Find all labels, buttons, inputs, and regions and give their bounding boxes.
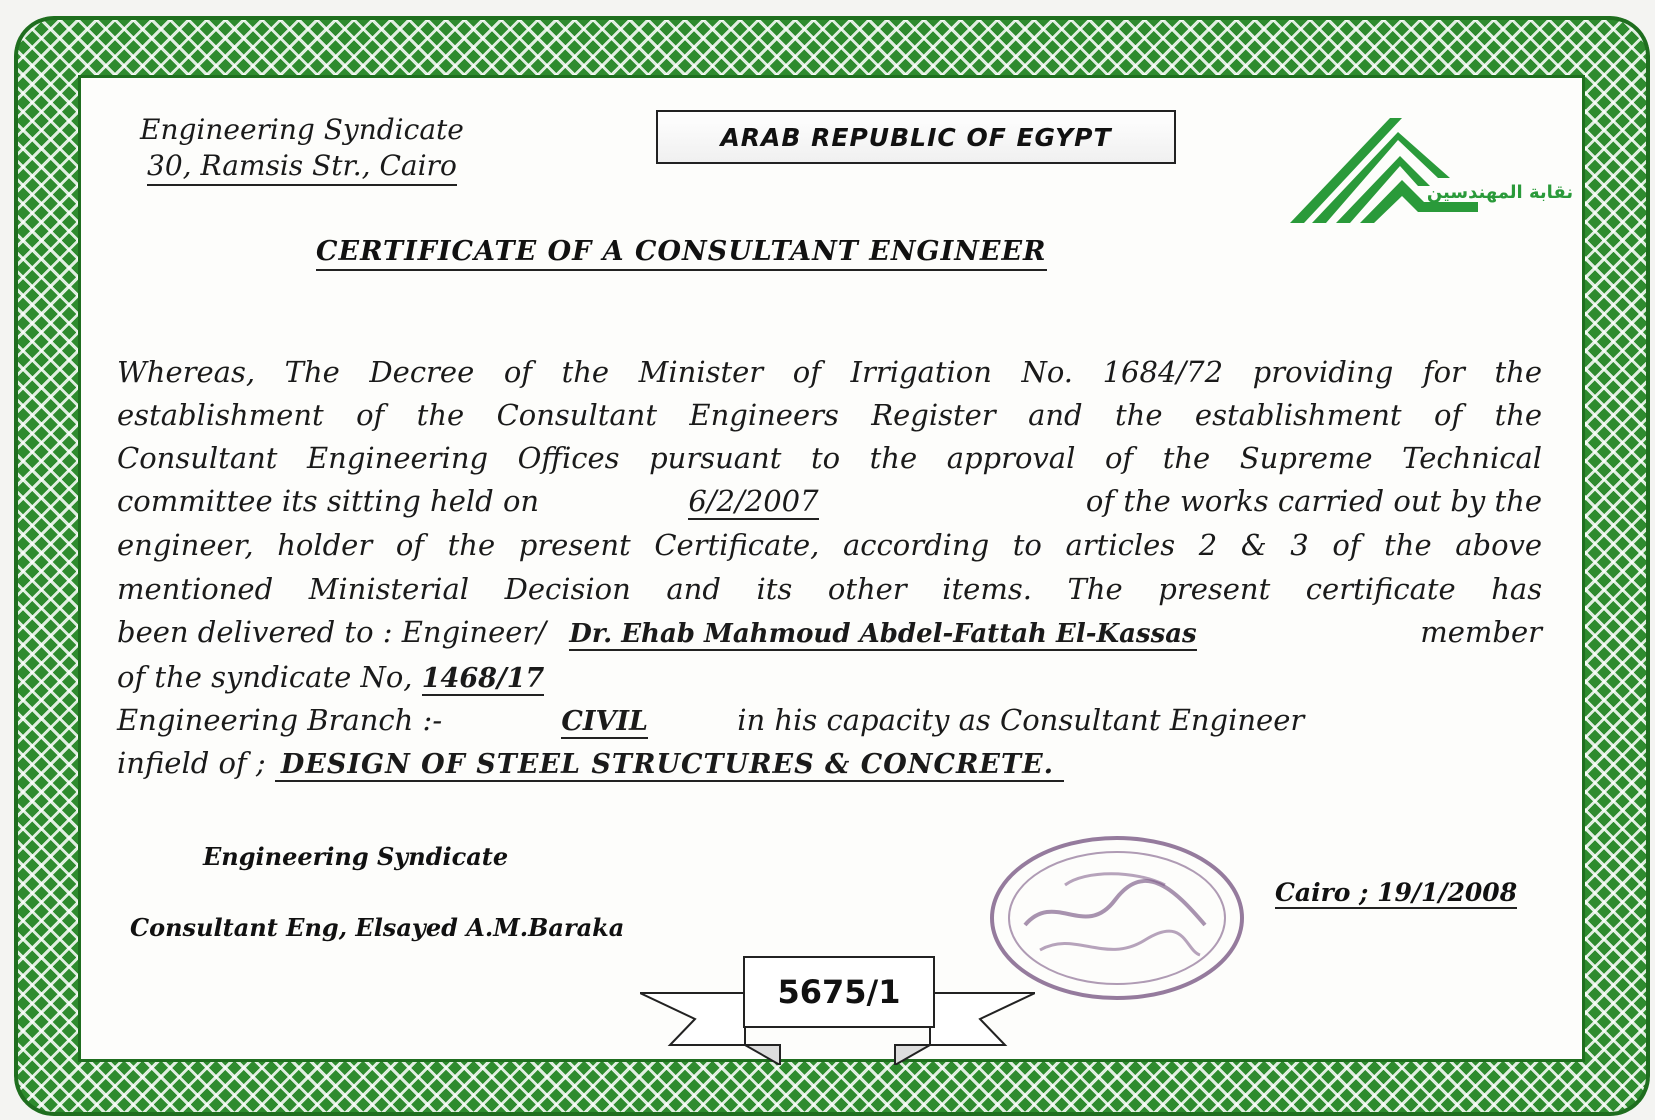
body-line-8: of the syndicate No, 1468/17: [117, 660, 545, 694]
body-line-6: mentioned Ministerial Decision and its other items. The present certificate has: [117, 572, 1543, 606]
syndicate-number: 1468/17: [421, 663, 545, 694]
issuer-street: 30, Ramsis Str., Cairo: [147, 148, 457, 186]
body-line-3: Consultant Engineering Offices pursuant to the approval of the Supreme Technical: [117, 441, 1543, 475]
body-line-9: Engineering Branch :- CIVIL in his capacity as Consultant Engineer: [117, 703, 1305, 737]
body-line-4: committee its sitting held on 6/2/2007 of the works carried out by the: [117, 484, 1542, 518]
sitting-date: 6/2/2007: [688, 484, 819, 518]
signature-org: Engineering Syndicate: [203, 842, 509, 871]
signatory-name: Consultant Eng, Elsayed A.M.Baraka: [130, 913, 625, 942]
country-banner: ARAB REPUBLIC OF EGYPT: [656, 110, 1176, 164]
issuer-address: [140, 112, 464, 186]
body-line-10: infield of ; DESIGN OF STEEL STRUCTURES & CONCRETE.: [117, 746, 1542, 782]
body-line-2: establishment of the Consultant Engineers Register and the establishment of the: [117, 398, 1543, 432]
body-line-7: been delivered to : Engineer/ Dr. Ehab Mahmoud Abdel-Fattah El-Kassas member: [117, 615, 1542, 649]
certificate-title: CERTIFICATE OF A CONSULTANT ENGINEER: [316, 236, 1047, 271]
issuer-name: Engineering Syndicate: [140, 113, 464, 146]
logo-arabic-text: نقابة المهندسين: [1426, 182, 1574, 203]
syndicate-logo: [1290, 118, 1580, 233]
engineer-name: Dr. Ehab Mahmoud Abdel-Fattah El-Kassas: [569, 619, 1197, 649]
specialty-field: DESIGN OF STEEL STRUCTURES & CONCRETE.: [275, 749, 1064, 782]
issue-date: Cairo ; 19/1/2008: [1275, 878, 1518, 907]
body-line-1: Whereas, The Decree of the Minister of Irrigation No. 1684/72 providing for the: [117, 355, 1542, 389]
body-line-5: engineer, holder of the present Certificate, according to articles 2 & 3 of the above: [117, 528, 1543, 562]
engineering-branch: CIVIL: [561, 706, 649, 737]
serial-number: 5675/1: [777, 973, 901, 1011]
